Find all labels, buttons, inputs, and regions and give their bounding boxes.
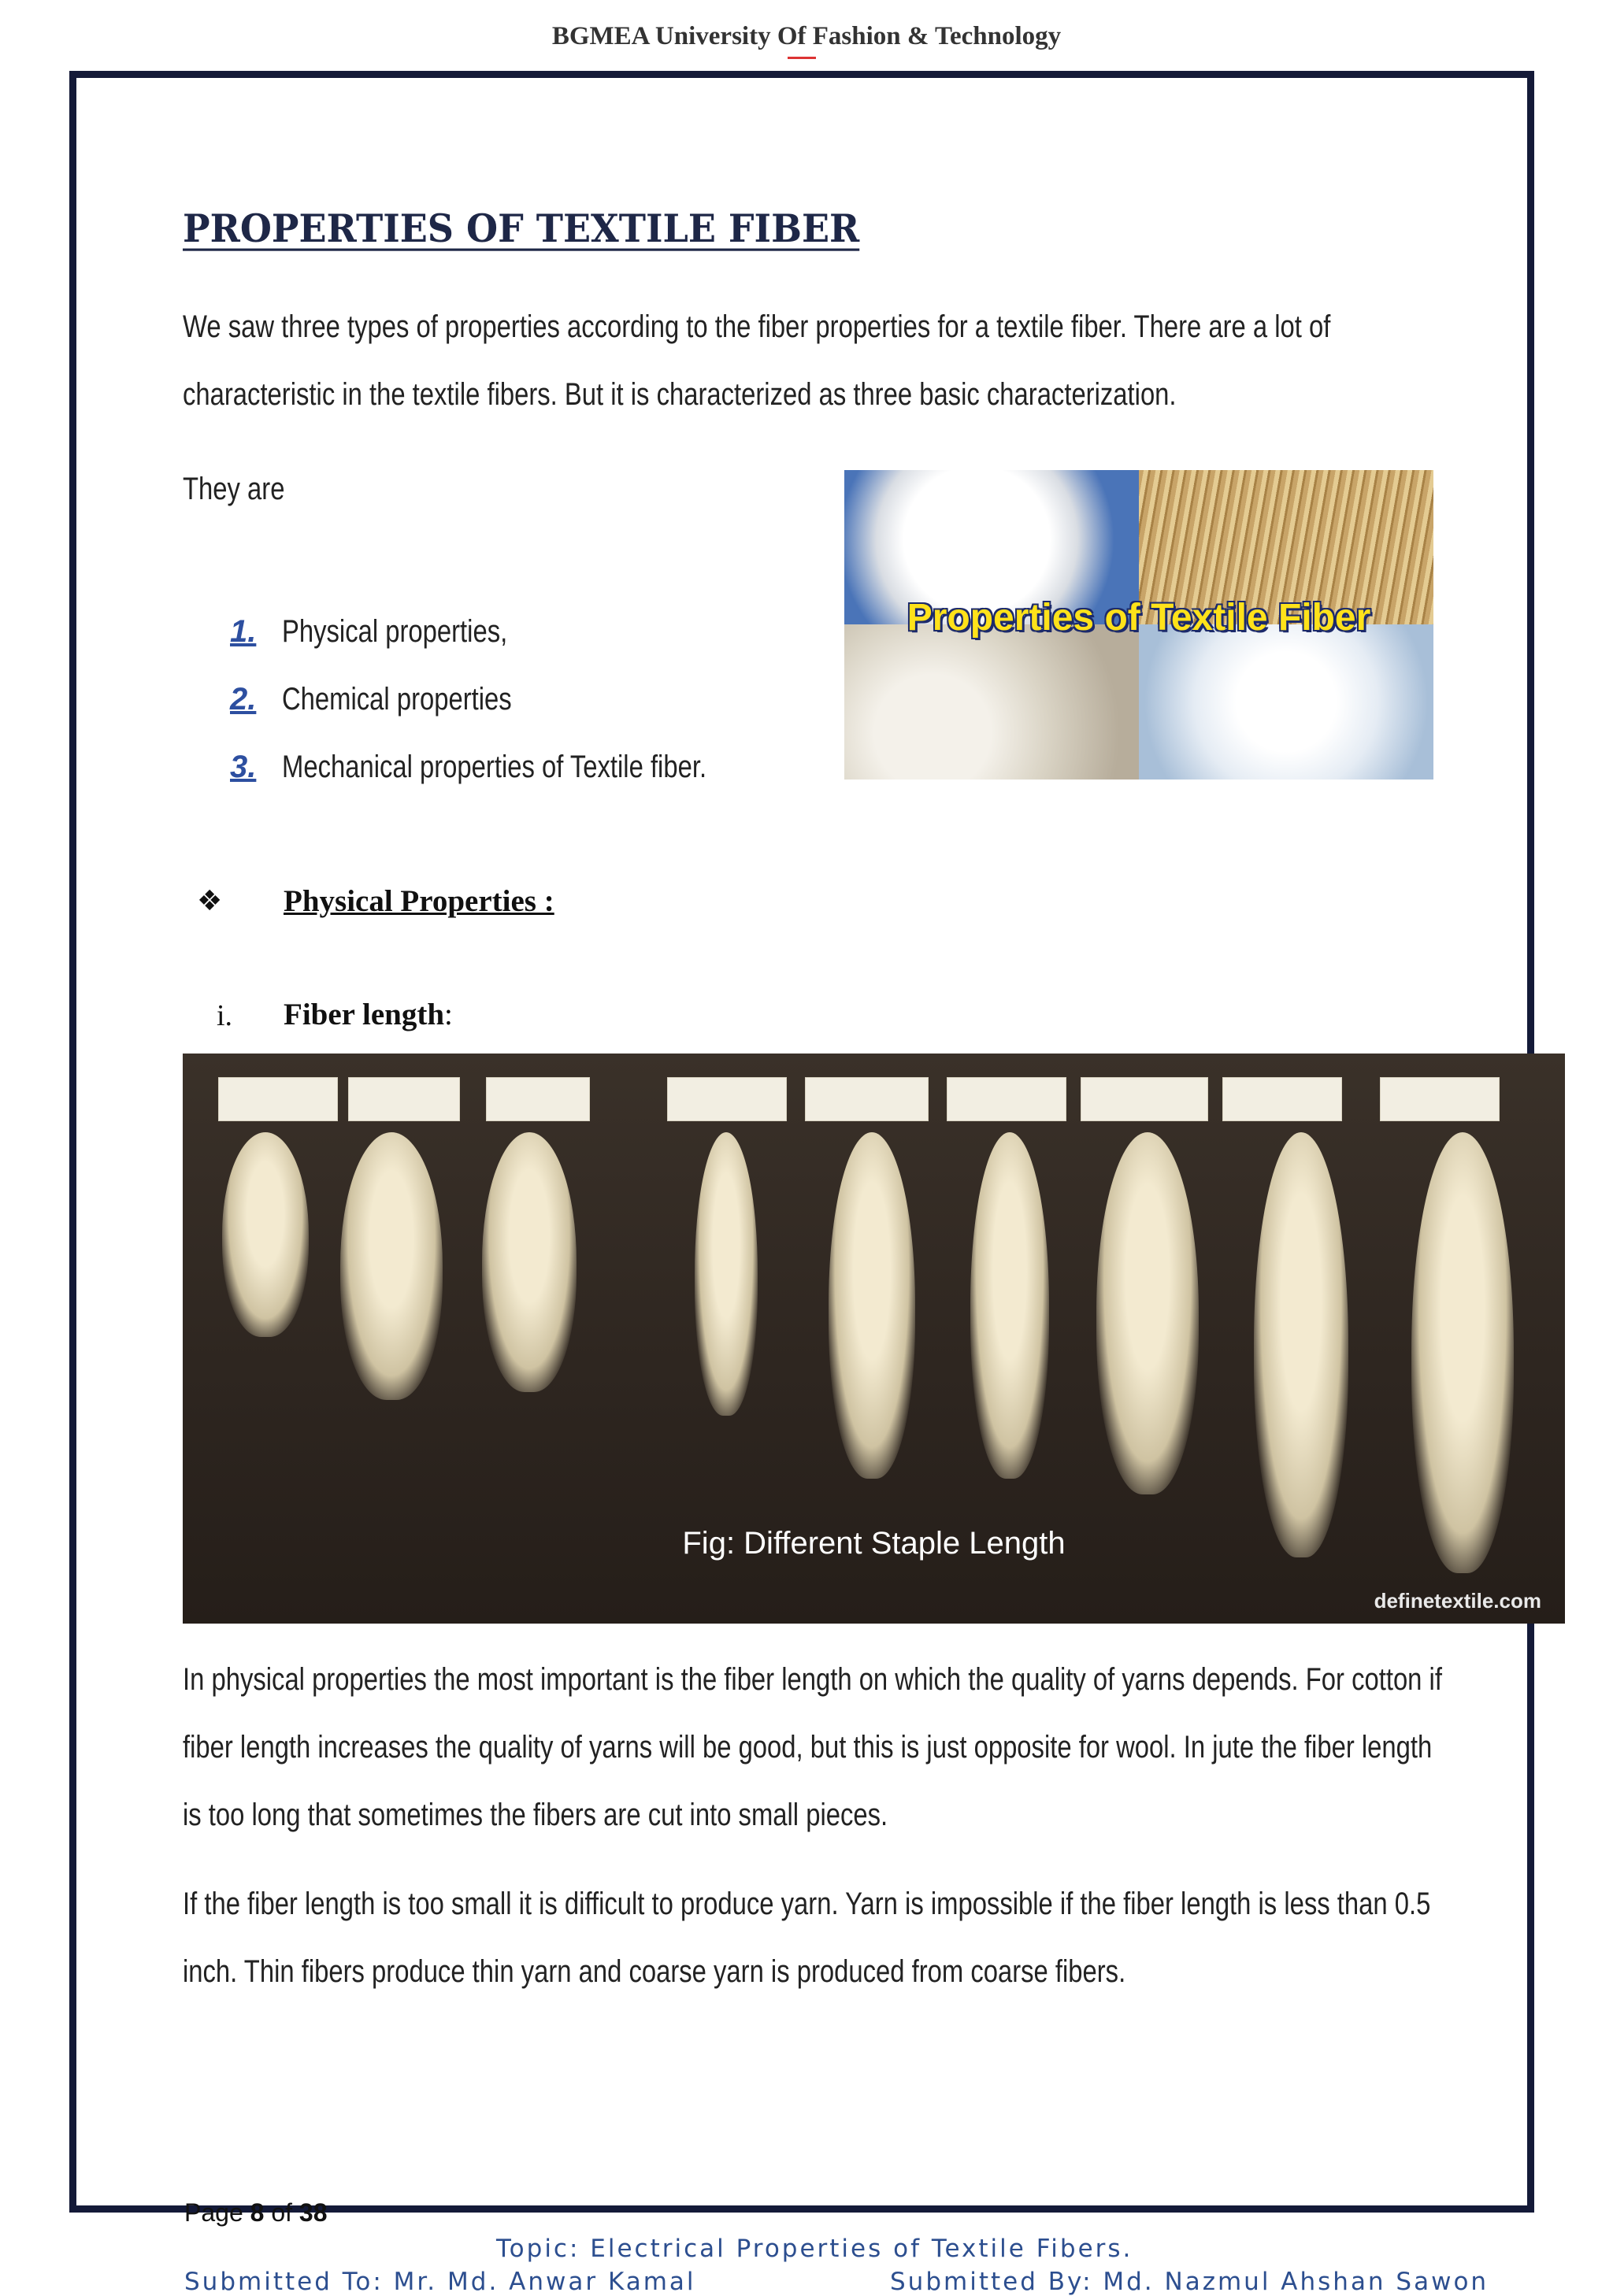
fiber-tuft <box>1096 1132 1199 1494</box>
header-title: BGMEA University Of Fashion & Technology <box>551 22 1062 50</box>
staple-length-photo <box>183 1054 1565 1624</box>
list-number: 3. <box>230 750 257 784</box>
label-card <box>667 1077 787 1121</box>
list-text: Chemical properties <box>282 682 512 717</box>
label-card <box>805 1077 929 1121</box>
intro-paragraph: We saw three types of properties according to the fiber properties for a textile fiber. There are a lot of characteristic in the textile fibers. But it is characterized as three basic characterization. <box>183 309 1331 412</box>
fiber-tuft <box>222 1132 309 1337</box>
page-heading: PROPERTIES OF TEXTILE FIBER <box>183 206 860 251</box>
list-text: Mechanical properties of Textile fiber. <box>282 750 707 784</box>
fiber-tuft <box>340 1132 443 1400</box>
fiber-tuft <box>1411 1132 1514 1573</box>
fiber-tuft <box>482 1132 577 1392</box>
subsection-title-text: Fiber length <box>284 998 445 1031</box>
diamond-bullet-icon: ❖ <box>197 885 223 917</box>
label-card <box>947 1077 1066 1121</box>
section-title: Physical Properties : <box>284 884 554 918</box>
fiber-tuft <box>829 1132 915 1479</box>
subsection-number: i. <box>217 999 233 1032</box>
fiber-tuft <box>1254 1132 1348 1557</box>
subsection-title <box>284 997 453 1032</box>
collage-caption: Properties of Textile Fiber <box>907 597 1371 639</box>
subsection-colon: : <box>444 998 453 1031</box>
footer-submitted-to: Submitted To: Mr. Md. Anwar Kamal <box>184 2268 696 2296</box>
label-card <box>348 1077 460 1121</box>
fiber-tuft <box>970 1132 1049 1479</box>
label-card <box>1081 1077 1208 1121</box>
fiber-tuft <box>695 1132 758 1416</box>
header-underline-mark <box>788 57 816 59</box>
textile-fiber-collage-image <box>844 470 1433 780</box>
page-current: 8 <box>250 2198 265 2227</box>
footer-submitted-by: Submitted By: Md. Nazmul Ahshan Sawon <box>890 2268 1489 2296</box>
page-number <box>184 2198 327 2227</box>
they-are-text: They are <box>183 472 285 506</box>
list-text: Physical properties, <box>282 614 508 649</box>
figure-caption: Fig: Different Staple Length <box>682 1526 1066 1561</box>
list-number: 1. <box>230 614 257 649</box>
physical-properties-paragraph: In physical properties the most important is the fiber length on which the quality of yarns depends. For cotton if fiber length increases the quality of yarns will be good, but this is just opposite for wool. In jute the fiber length is too long that sometimes the fibers are cut into small pieces. <box>183 1662 1442 1832</box>
label-card <box>1380 1077 1500 1121</box>
page-of: of <box>271 2198 292 2227</box>
page-total: 38 <box>298 2198 328 2227</box>
footer-topic: Topic: Electrical Properties of Textile Fibers. <box>496 2235 1133 2263</box>
watermark: definetextile.com <box>1374 1589 1541 1613</box>
label-card <box>218 1077 338 1121</box>
synthetic-fiber-photo <box>1139 624 1433 780</box>
page-label: Page <box>184 2198 243 2227</box>
list-number: 2. <box>230 682 257 717</box>
label-card <box>486 1077 590 1121</box>
label-card <box>1222 1077 1342 1121</box>
fiber-length-paragraph: If the fiber length is too small it is difficult to produce yarn. Yarn is impossible if the fiber length is less than 0.5 inch. Thin fibers produce thin yarn and coarse yarn is produced from coarse fibers. <box>183 1887 1431 1989</box>
silk-cocoon-photo <box>844 624 1139 780</box>
